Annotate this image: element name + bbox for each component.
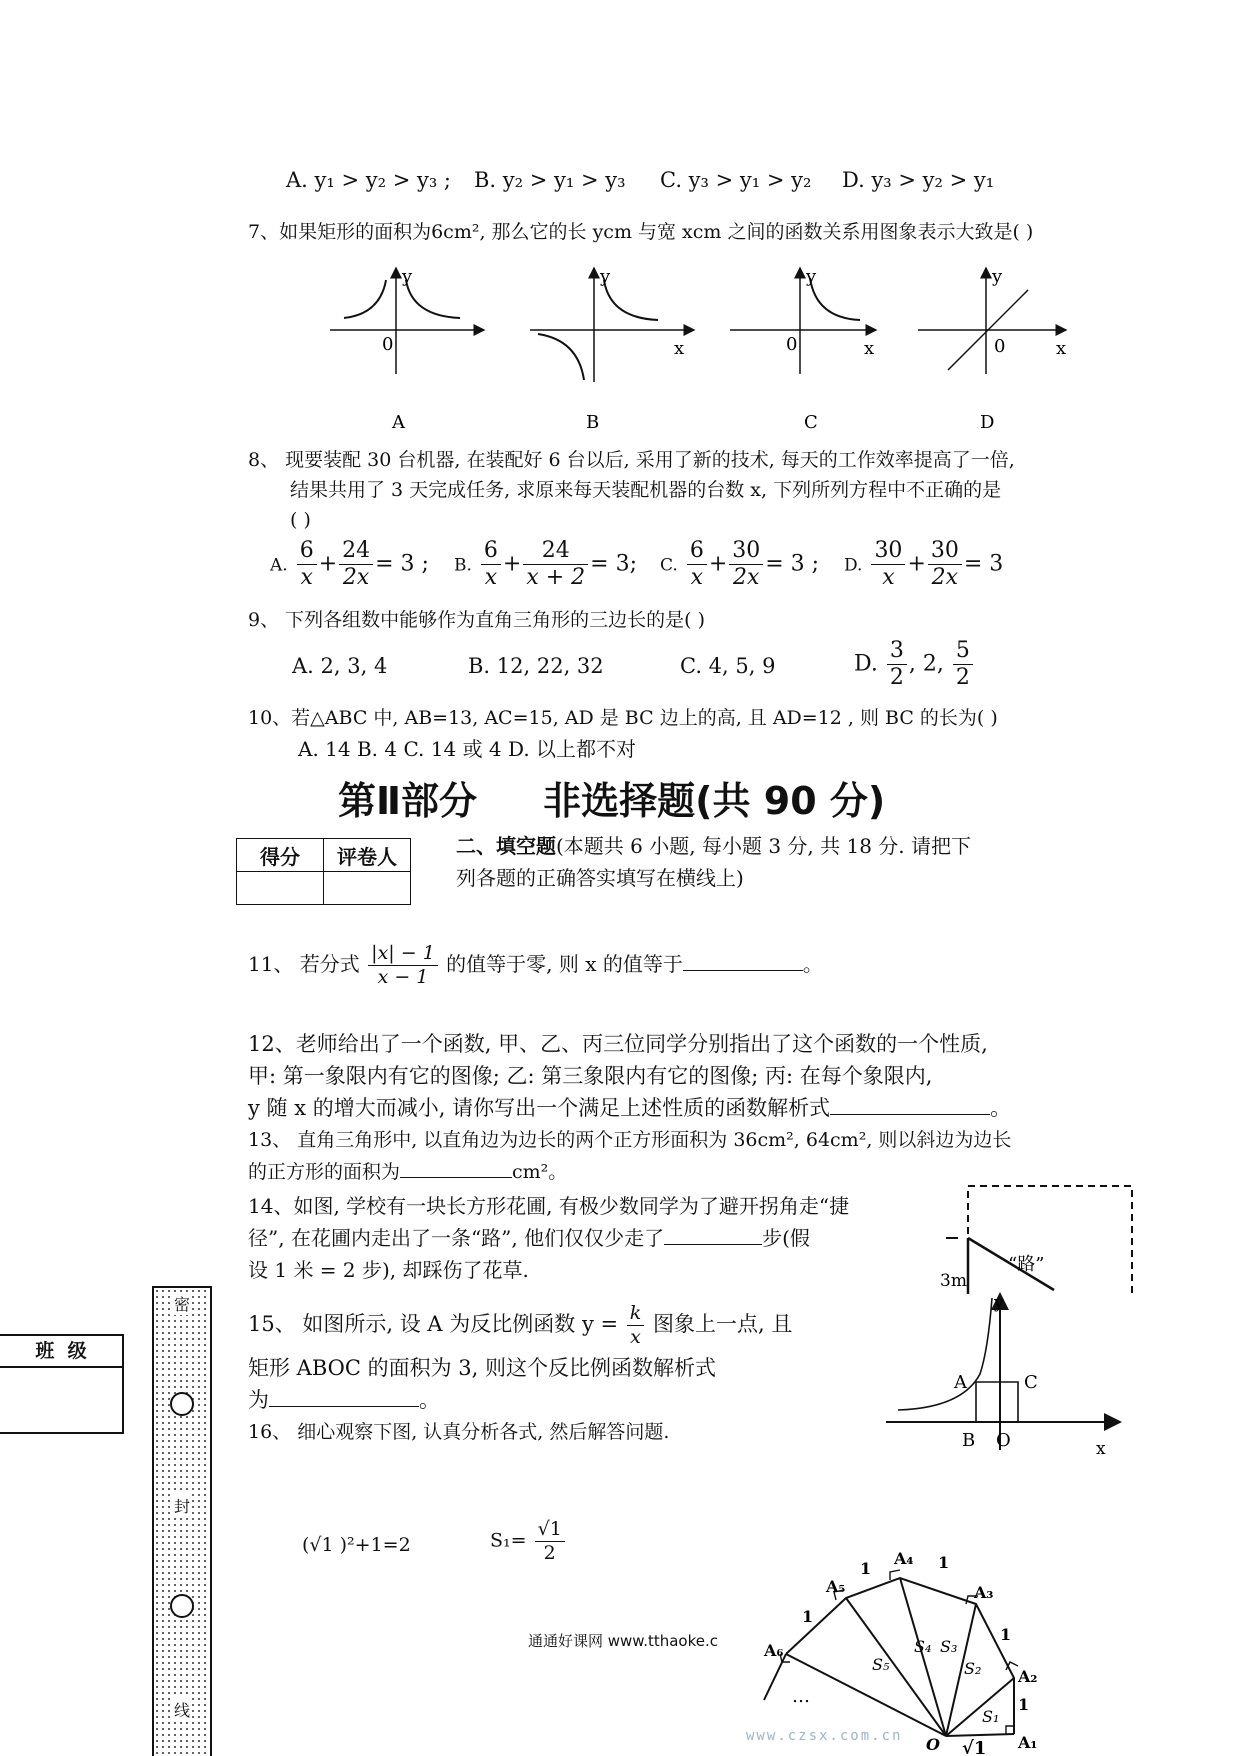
q7-graph-a-label: A	[392, 412, 405, 433]
q15-answer-blank[interactable]	[269, 1388, 419, 1407]
q7-graph-d-label: D	[980, 412, 995, 433]
q7-graph-c-x: x	[864, 338, 875, 359]
q16-eq1: (√1 )²+1=2	[302, 1534, 411, 1556]
q7-graph-a-origin: 0	[382, 334, 394, 355]
q8-option-b: B. $\frac{6}{x}$ + $\frac{24}{x + 2}$ = 3;	[454, 538, 638, 590]
q16-fig-a5: A₅	[826, 1577, 846, 1596]
q7-graph-c-y: y	[806, 266, 817, 287]
q16-question: 16、 细心观察下图, 认真分析各式, 然后解答问题.	[248, 1421, 670, 1443]
q15-figure	[884, 1290, 1124, 1460]
q14-figure-road: “路”	[1008, 1254, 1045, 1275]
q16-fig-sqrt1: √1	[962, 1738, 987, 1754]
q12-answer-blank[interactable]	[830, 1096, 990, 1115]
q16-fig-a3: A₃	[974, 1583, 994, 1602]
q7-graph-c	[730, 266, 876, 433]
q14-figure	[936, 1182, 1136, 1298]
q14-answer-blank[interactable]	[664, 1226, 762, 1245]
q9-option-d: D. $\frac{3}{2}$ , 2, $\frac{5}{2}$	[854, 640, 975, 689]
q6-option-d: D. y₃ > y₂ > y₁	[842, 168, 995, 192]
q8-option-c: C. $\frac{6}{x}$ + $\frac{30}{2x}$ = 3 ;	[660, 538, 820, 590]
q16-s1: S₁= $\frac{√1}{2}$	[490, 1520, 567, 1563]
q6-option-c: C. y₃ > y₁ > y₂	[660, 168, 812, 192]
q13-line2: 的正方形的面积为 cm²。	[248, 1161, 568, 1183]
q9-option-b: B. 12, 22, 32	[468, 654, 604, 678]
grader-header: 评卷人	[324, 839, 411, 872]
part2-heading-rest: (本题共 6 小题, 每小题 3 分, 共 18 分. 请把下	[556, 834, 971, 858]
q16-fig-one-d: 1	[860, 1559, 872, 1578]
q14-line1: 14、如图, 学校有一块长方形花圃, 有极少数同学为了避开拐角走“捷	[248, 1194, 850, 1218]
q8-option-d: D. $\frac{30}{x}$ + $\frac{30}{2x}$ = 3	[844, 538, 1004, 590]
part2-heading-line2: 列各题的正确答实填写在横线上)	[456, 866, 744, 890]
part2-heading	[456, 832, 971, 860]
q11-answer-blank[interactable]	[683, 952, 803, 971]
q13-line1: 13、 直角三角形中, 以直角边为边长的两个正方形面积为 36cm², 64cm², 则以斜边为边长	[248, 1129, 1012, 1151]
q11: 11、 若分式 $\frac{|x| - 1}{x - 1}$ 的值等于零, 则 x 的值等于 。	[248, 942, 823, 988]
q7-graph-d-x: x	[1056, 338, 1067, 359]
q16-spiral-figure	[750, 1528, 1040, 1754]
q14-figure-3m: 3m	[940, 1271, 967, 1291]
q16-fig-a6: A₆	[764, 1641, 784, 1660]
q7-graph-d	[918, 266, 1066, 433]
q7-graph-d-y: y	[992, 266, 1003, 287]
q12-line3: y 随 x 的增大而减小, 请你写出一个满足上述性质的函数解析式 。	[248, 1096, 1012, 1120]
q14-line3: 设 1 米 = 2 步), 却踩伤了花草.	[248, 1258, 529, 1282]
binding-sidebar	[152, 1286, 212, 1756]
q6-option-a: A. y₁ > y₂ > y₃ ;	[286, 168, 452, 192]
q10-question: 10、若△ABC 中, AB=13, AC=15, AD 是 BC 边上的高, 且 AD=12 , 则 BC 的长为( )	[248, 707, 998, 729]
q16-fig-a1: A₁	[1018, 1733, 1038, 1752]
q12-line2: 甲: 第一象限内有它的图像; 乙: 第三象限内有它的图像; 丙: 在每个象限内,	[248, 1064, 933, 1088]
q7-graph-d-origin: 0	[994, 336, 1006, 357]
q12-line1: 12、老师给出了一个函数, 甲、乙、丙三位同学分别指出了这个函数的一个性质,	[248, 1032, 988, 1056]
q7-graph-c-label: C	[804, 412, 818, 433]
binding-ring-1	[170, 1392, 194, 1416]
q16-fig-one-b: 1	[1000, 1625, 1012, 1644]
q16-fig-a4: A₄	[894, 1549, 914, 1568]
q7-question: 7、如果矩形的面积为6cm², 那么它的长 ycm 与宽 xcm 之间的函数关系用图象表示大致是( )	[248, 221, 1034, 243]
q7-graph-a	[330, 266, 484, 433]
q15-line3: 为 。	[248, 1388, 440, 1412]
grader-cell[interactable]	[324, 872, 411, 905]
q16-fig-one-c: 1	[938, 1553, 950, 1572]
seal-char-mi: 密	[172, 1292, 192, 1315]
q16-fig-s4: S₄	[914, 1637, 932, 1656]
q14-line2: 径”, 在花圃内走出了一条“路”, 他们仅仅少走了 步(假	[248, 1226, 810, 1250]
watermark-czsx: www.czsx.com.cn	[746, 1728, 903, 1744]
q16-fig-one-a: 1	[1018, 1695, 1030, 1714]
q15-figure-o: O	[996, 1430, 1011, 1451]
q15-figure-x: x	[1096, 1439, 1106, 1459]
q8-line2: 结果共用了 3 天完成任务, 求原来每天装配机器的台数 x, 下列所列方程中不正确的是	[290, 479, 1002, 501]
score-header: 得分	[237, 839, 324, 872]
seal-char-feng: 封	[172, 1494, 192, 1517]
binding-ring-2	[170, 1594, 194, 1618]
q16-fig-s1: S₁	[982, 1707, 1000, 1726]
q7-graph-b-label: B	[586, 412, 600, 433]
q16-fig-s5: S₅	[872, 1655, 890, 1674]
q15-figure-b: B	[962, 1430, 976, 1451]
q15-figure-a: A	[954, 1372, 967, 1393]
score-table	[236, 838, 411, 905]
q7-graph-b-y: y	[600, 266, 611, 287]
q8-line1: 8、 现要装配 30 台机器, 在装配好 6 台以后, 采用了新的技术, 每天的工作效率提高了一倍,	[248, 449, 1015, 471]
score-cell[interactable]	[237, 872, 324, 905]
q16-fig-a2: A₂	[1018, 1667, 1038, 1686]
q13-answer-blank[interactable]	[400, 1159, 512, 1178]
q16-fig-s2: S₂	[964, 1659, 982, 1678]
q15-figure-c: C	[1024, 1372, 1038, 1393]
q15-figure-y: y	[994, 1293, 1004, 1313]
q7-graph-a-y: y	[402, 266, 413, 287]
q10-options: A. 14 B. 4 C. 14 或 4 D. 以上都不对	[298, 737, 637, 761]
q9-option-c: C. 4, 5, 9	[680, 654, 776, 678]
q16-fig-o: O	[926, 1735, 940, 1754]
q9-question: 9、 下列各组数中能够作为直角三角形的三边长的是( )	[248, 609, 705, 631]
class-label: 班 级	[0, 1336, 122, 1368]
q7-graph-c-origin: 0	[786, 334, 798, 355]
q6-option-b: B. y₂ > y₁ > y₃	[474, 168, 626, 192]
q16-fig-ellipsis: …	[792, 1686, 810, 1707]
q16-fig-one-e: 1	[802, 1607, 814, 1626]
q8-line3: ( )	[290, 509, 311, 531]
q8-option-a: A. $\frac{6}{x}$ + $\frac{24}{2x}$ = 3 ;	[270, 538, 429, 590]
q16-fig-s3: S₃	[940, 1637, 958, 1656]
class-box	[0, 1334, 124, 1434]
section-title: 第Ⅱ部分 非选择题(共 90 分)	[338, 779, 886, 823]
part2-heading-bold: 二、填空题	[456, 834, 556, 858]
seal-char-xian: 线	[172, 1698, 192, 1721]
q7-graph-b	[530, 266, 694, 433]
q7-graphs	[320, 262, 1080, 442]
watermark-tthaoke: 通通好课网 www.tthaoke.c	[528, 1632, 718, 1650]
q15-line1: 15、 如图所示, 设 A 为反比例函数 y = $\frac{k}{x}$ 图象上一点, 且	[248, 1302, 793, 1348]
q15-line2: 矩形 ABOC 的面积为 3, 则这个反比例函数解析式	[248, 1356, 717, 1380]
q7-graph-b-x: x	[674, 338, 685, 359]
q9-option-a: A. 2, 3, 4	[292, 654, 388, 678]
